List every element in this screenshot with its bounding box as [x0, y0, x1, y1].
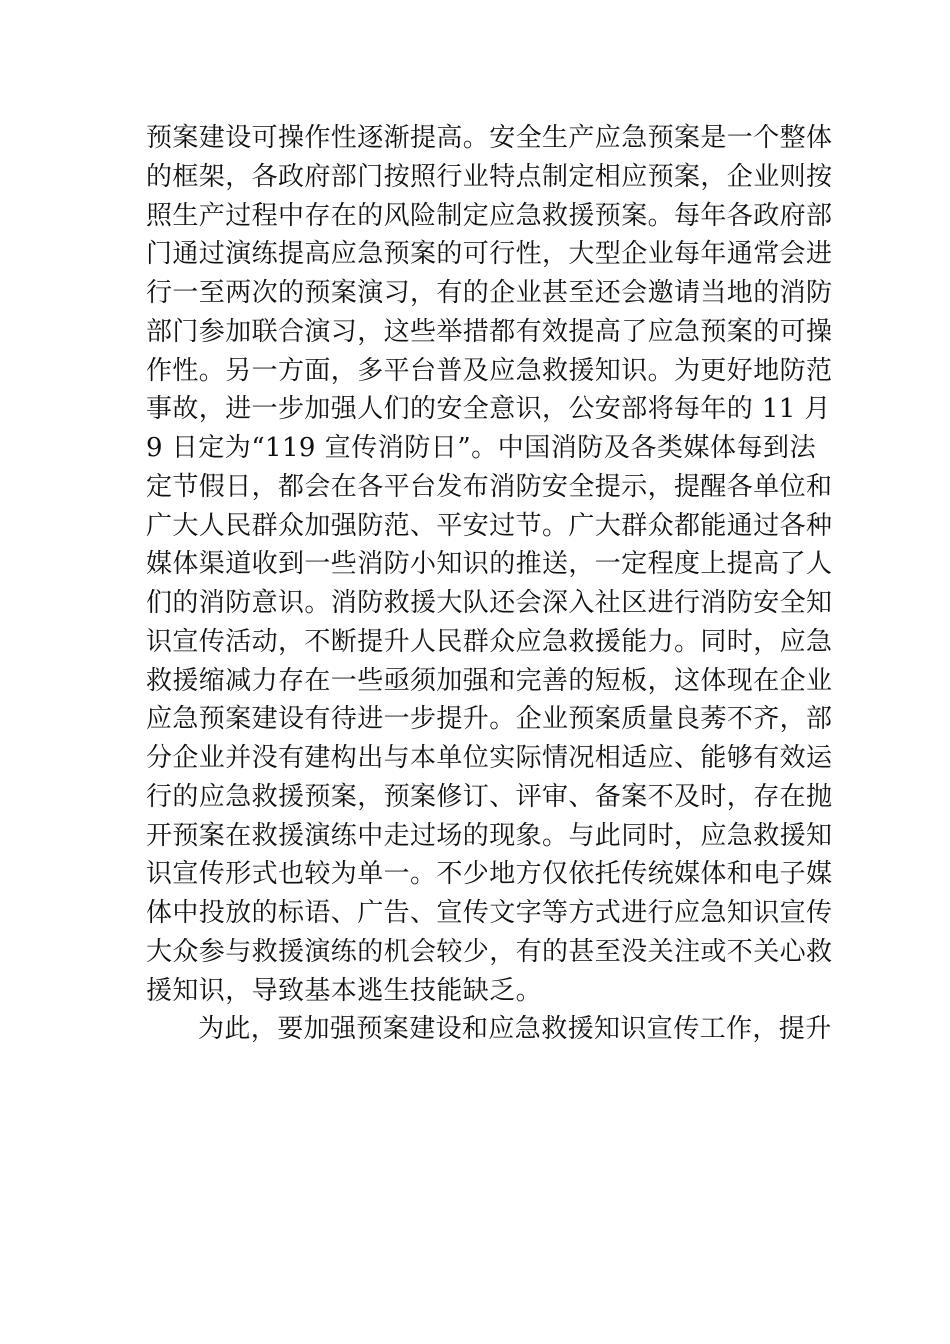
- text-line: 的框架，各政府部门按照行业特点制定相应预案，企业则按: [146, 161, 833, 192]
- text-line: 广大人民群众加强防范、平安过节。广大群众都能通过各种: [146, 510, 833, 541]
- paragraph-2: [146, 1010, 832, 1049]
- text-line: 分企业并没有建构出与本单位实际情况相适应、能够有效运: [146, 743, 833, 773]
- text-line: 开预案在救援演练中走过场的现象。与此同时，应急救援知: [146, 820, 833, 851]
- text-line: 事故，进一步加强人们的安全意识，公安部将每年的 11 月: [146, 394, 831, 425]
- text-line: 9 日定为“119 宣传消防日”。中国消防及各类媒体每到法: [146, 433, 816, 463]
- text-line: 行的应急救援预案，预案修订、评审、备案不及时，存在抛: [146, 781, 833, 812]
- text-line: 们的消防意识。消防救援大队还会深入社区进行消防安全知: [146, 588, 833, 618]
- text-line: 应急预案建设有待进一步提升。企业预案质量良莠不齐，部: [146, 704, 833, 735]
- text-line: 部门参加联合演习，这些举措都有效提高了应急预案的可操: [146, 316, 833, 347]
- text-line: 媒体渠道收到一些消防小知识的推送，一定程度上提高了人: [146, 549, 833, 580]
- paragraph-1: [146, 119, 833, 1010]
- text-line: 大众参与救援演练的机会较少，有的甚至没关注或不关心救: [146, 936, 833, 967]
- body-text: [146, 119, 833, 1049]
- text-line: 救援缩减力存在一些亟须加强和完善的短板，这体现在企业: [146, 665, 833, 696]
- text-line: 体中投放的标语、广告、宣传文字等方式进行应急知识宣传: [146, 898, 833, 928]
- text-line: 预案建设可操作性逐渐提高。安全生产应急预案是一个整体: [146, 123, 833, 153]
- text-line: 援知识，导致基本逃生技能缺乏。: [146, 975, 543, 1006]
- text-line: 作性。另一方面，多平台普及应急救援知识。为更好地防范: [146, 355, 833, 386]
- text-line: 照生产过程中存在的风险制定应急救援预案。每年各政府部: [146, 200, 833, 231]
- text-line: 识宣传形式也较为单一。不少地方仅依托传统媒体和电子媒: [146, 859, 833, 890]
- text-line: 门通过演练提高应急预案的可行性，大型企业每年通常会进: [146, 239, 833, 270]
- text-line: 识宣传活动，不断提升人民群众应急救援能力。同时，应急: [146, 626, 833, 657]
- text-line: 行一至两次的预案演习，有的企业甚至还会邀请当地的消防: [146, 278, 833, 308]
- text-line: 为此，要加强预案建设和应急救援知识宣传工作，提升: [198, 1014, 832, 1045]
- text-line: 定节假日，都会在各平台发布消防安全提示，提醒各单位和: [146, 471, 833, 502]
